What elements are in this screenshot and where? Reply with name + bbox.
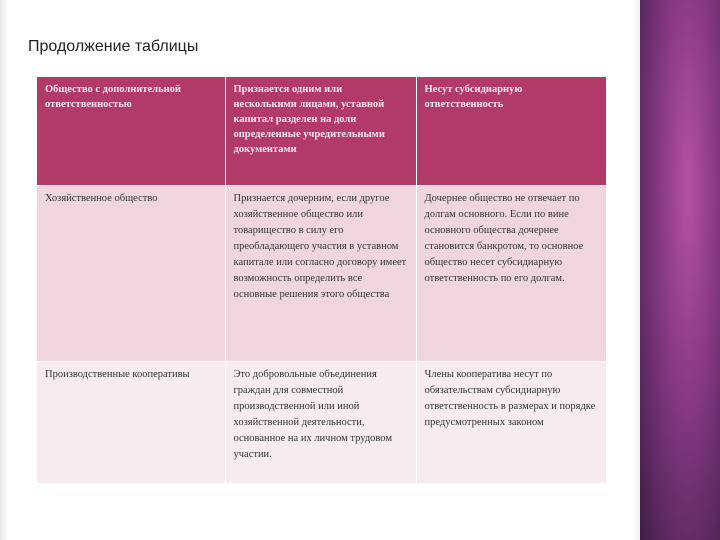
- table-cell: Члены кооператива несут по обязательствам субсидиарную ответственность в размерах и порядке предусмотренных законом: [416, 362, 606, 484]
- content-table: [37, 77, 606, 484]
- side-divider: [632, 0, 640, 540]
- table-header-row: [37, 77, 606, 186]
- header-cell-description: Признается одним или несколькими лицами, уставной капитал разделен на доли определенные учредительными документами: [225, 77, 416, 186]
- table-cell: Это добровольные объединения граждан для совместной производственной или иной хозяйственной деятельности, основанное на их личном трудовом участии.: [225, 362, 416, 484]
- table-row: [37, 186, 606, 362]
- header-cell-type: Общество с дополнительной ответственностью: [37, 77, 225, 186]
- table-row: [37, 362, 606, 484]
- header-cell-liability: Несут субсидиарную ответственность: [416, 77, 606, 186]
- decorative-side-panel: [640, 0, 720, 540]
- left-edge-shade: [0, 0, 8, 540]
- table-cell: Производственные кооперативы: [37, 362, 225, 484]
- table-cell: Хозяйственное общество: [37, 186, 225, 362]
- table-cell: Признается дочерним, если другое хозяйственное общество или товарищество в силу его преобладающего участия в уставном капитале или согласно договору имеет возможность определить все основные решения этого общества: [225, 186, 416, 362]
- table-cell: Дочернее общество не отвечает по долгам основного. Если по вине основного общества дочернее становится банкротом, то основное общество несет субсидиарную ответственность по его долгам.: [416, 186, 606, 362]
- slide-title: Продолжение таблицы: [28, 38, 199, 55]
